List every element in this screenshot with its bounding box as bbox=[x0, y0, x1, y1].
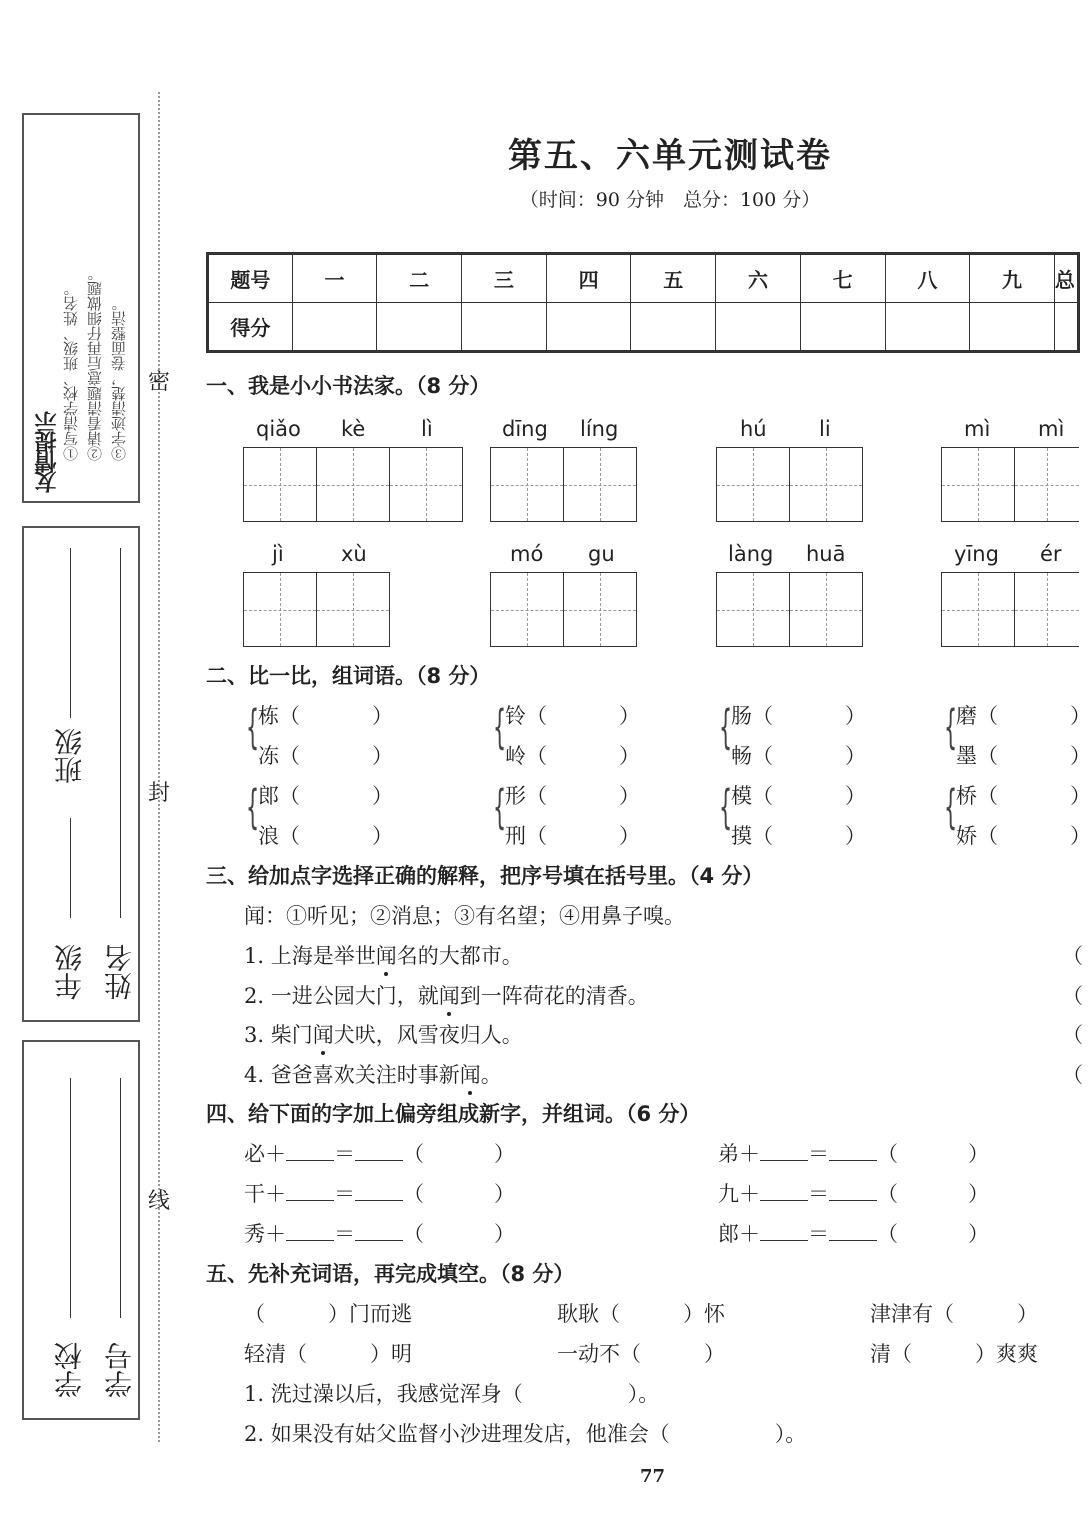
word-close: ） bbox=[619, 824, 640, 848]
answer-paren[interactable]: （ bbox=[1062, 944, 1083, 968]
answer-paren[interactable]: （ bbox=[1062, 1023, 1083, 1047]
score-cell[interactable] bbox=[292, 303, 377, 352]
class-label: 班级 bbox=[53, 728, 86, 784]
score-cell[interactable] bbox=[377, 303, 462, 352]
word-item: 畅（ bbox=[731, 744, 773, 768]
idiom-item[interactable]: （ ）门而逃 bbox=[244, 1302, 412, 1326]
word-close: ） bbox=[372, 704, 393, 728]
word-item: 娇（ bbox=[956, 824, 998, 848]
pinyin: kè bbox=[341, 417, 366, 441]
radical-row[interactable]: 干＋ ＝ （ ） bbox=[244, 1182, 515, 1206]
score-header-3: 三 bbox=[462, 254, 547, 303]
section-2-heading: 二、比一比，组词语。（8 分） bbox=[206, 664, 491, 688]
name-line[interactable] bbox=[120, 548, 121, 918]
name-label: 姓名 bbox=[103, 944, 136, 1000]
score-cell[interactable] bbox=[885, 303, 970, 352]
writing-grid[interactable] bbox=[941, 572, 1079, 647]
word-item: 岭（ bbox=[505, 744, 547, 768]
section-1-heading: 一、我是小小书法家。（8 分） bbox=[206, 374, 491, 398]
word-item: 磨（ bbox=[956, 704, 998, 728]
word-close: ） bbox=[1070, 744, 1091, 768]
tips-title: 友情提示 bbox=[35, 413, 60, 493]
score-row-label: 得分 bbox=[208, 303, 293, 352]
idiom-item[interactable]: 津津有（ ） bbox=[870, 1302, 1038, 1326]
brace-icon: { bbox=[493, 780, 507, 834]
word-item: 形（ bbox=[505, 784, 547, 808]
page-number: 77 bbox=[640, 1466, 666, 1487]
word-close: ） bbox=[845, 744, 866, 768]
school-line[interactable] bbox=[70, 1078, 71, 1318]
answer-paren[interactable]: （ bbox=[1062, 1063, 1083, 1087]
pinyin: yīng bbox=[954, 542, 999, 566]
score-header-label: 题号 bbox=[208, 254, 293, 303]
word-item: 墨（ bbox=[956, 744, 998, 768]
brace-icon: { bbox=[719, 780, 733, 834]
dotted-char: 闻 bbox=[375, 944, 397, 968]
page-subtitle: （时间：90 分钟 总分：100 分） bbox=[519, 189, 821, 211]
radical-row[interactable]: 郎＋ ＝ （ ） bbox=[718, 1222, 989, 1246]
brace-icon: { bbox=[246, 780, 260, 834]
word-item: 摸（ bbox=[731, 824, 773, 848]
word-close: ） bbox=[372, 784, 393, 808]
writing-grid[interactable] bbox=[941, 447, 1079, 522]
question-3-1: 1. 上海是举世闻名的大都市。 bbox=[244, 944, 523, 968]
fill-question-1[interactable]: 1. 洗过澡以后，我感觉浑身（ ）。 bbox=[244, 1382, 660, 1406]
dotted-char: 闻 bbox=[312, 1023, 334, 1047]
pinyin: lì bbox=[421, 417, 433, 441]
idiom-item[interactable]: 轻清（ ）明 bbox=[244, 1342, 412, 1366]
word-item: 铃（ bbox=[505, 704, 547, 728]
section-3-heading: 三、给加点字选择正确的解释，把序号填在括号里。（4 分） bbox=[206, 864, 764, 888]
pinyin: huā bbox=[806, 542, 846, 566]
seal-char-feng: 封 bbox=[148, 781, 171, 806]
dotted-char: 闻 bbox=[438, 984, 460, 1008]
word-close: ） bbox=[1070, 784, 1091, 808]
score-header-1: 一 bbox=[292, 254, 377, 303]
score-cell[interactable] bbox=[462, 303, 547, 352]
grade-class-box bbox=[22, 526, 140, 1022]
word-close: ） bbox=[1070, 824, 1091, 848]
score-header-2: 二 bbox=[377, 254, 462, 303]
word-close: ） bbox=[845, 784, 866, 808]
writing-grid[interactable] bbox=[490, 572, 637, 647]
idiom-item[interactable]: 一动不（ ） bbox=[557, 1342, 725, 1366]
grade-line[interactable] bbox=[70, 818, 71, 918]
pinyin: qiǎo bbox=[256, 417, 301, 441]
idiom-item[interactable]: 清（ ）爽爽 bbox=[870, 1342, 1038, 1366]
score-header-8: 八 bbox=[885, 254, 970, 303]
seal-char-xian: 线 bbox=[148, 1189, 171, 1214]
word-close: ） bbox=[619, 784, 640, 808]
question-3-2: 2. 一进公园大门，就闻到一阵荷花的清香。 bbox=[244, 984, 649, 1008]
score-cell[interactable] bbox=[546, 303, 631, 352]
pinyin: gu bbox=[588, 542, 615, 566]
grade-label: 年级 bbox=[53, 944, 86, 1000]
pinyin: líng bbox=[580, 417, 619, 441]
score-cell[interactable] bbox=[970, 303, 1055, 352]
score-header-total: 总 bbox=[1054, 254, 1078, 303]
word-item: 冻（ bbox=[258, 744, 300, 768]
section-5-heading: 五、先补充词语，再完成填空。（8 分） bbox=[206, 1262, 575, 1286]
brace-icon: { bbox=[719, 700, 733, 754]
radical-row[interactable]: 秀＋ ＝ （ ） bbox=[244, 1222, 515, 1246]
writing-grid[interactable] bbox=[716, 572, 863, 647]
word-item: 栋（ bbox=[258, 704, 300, 728]
seal-line bbox=[158, 92, 160, 1442]
writing-grid[interactable] bbox=[243, 572, 390, 647]
question-3-3: 3. 柴门闻犬吠，风雪夜归人。 bbox=[244, 1023, 523, 1047]
word-item: 桥（ bbox=[956, 784, 998, 808]
writing-grid[interactable] bbox=[243, 447, 463, 522]
pinyin: làng bbox=[728, 542, 774, 566]
pinyin: xù bbox=[341, 542, 367, 566]
pinyin: jì bbox=[272, 542, 284, 566]
word-item: 郎（ bbox=[258, 784, 300, 808]
word-item: 模（ bbox=[731, 784, 773, 808]
radical-row[interactable]: 九＋ ＝ （ ） bbox=[718, 1182, 989, 1206]
pinyin: li bbox=[819, 417, 831, 441]
score-cell[interactable] bbox=[1054, 303, 1078, 352]
word-close: ） bbox=[1070, 704, 1091, 728]
dotted-char: 闻 bbox=[459, 1063, 481, 1087]
school-box bbox=[22, 1040, 140, 1420]
word-close: ） bbox=[845, 704, 866, 728]
pinyin: mì bbox=[964, 417, 991, 441]
score-cell[interactable] bbox=[631, 303, 716, 352]
score-cell[interactable] bbox=[716, 303, 801, 352]
pinyin: ér bbox=[1040, 542, 1062, 566]
word-close: ） bbox=[372, 744, 393, 768]
tip-line-1: ①写清学校、班级、姓名。 bbox=[62, 281, 80, 461]
definition-line: 闻：①听见；②消息；③有名望；④用鼻子嗅。 bbox=[244, 904, 685, 928]
pinyin: hú bbox=[740, 417, 767, 441]
score-header-9: 九 bbox=[970, 254, 1055, 303]
score-header-4: 四 bbox=[546, 254, 631, 303]
seal-char-mi: 密 bbox=[148, 370, 171, 395]
student-no-label: 学号 bbox=[103, 1342, 136, 1398]
tips-box bbox=[22, 113, 140, 503]
student-no-line[interactable] bbox=[120, 1078, 121, 1318]
answer-paren[interactable]: （ bbox=[1062, 984, 1083, 1008]
pinyin: mì bbox=[1038, 417, 1065, 441]
score-header-7: 七 bbox=[800, 254, 885, 303]
brace-icon: { bbox=[944, 780, 958, 834]
class-line[interactable] bbox=[70, 548, 71, 718]
radical-row[interactable]: 弟＋ ＝ （ ） bbox=[718, 1142, 989, 1166]
score-header-5: 五 bbox=[631, 254, 716, 303]
radical-row[interactable]: 必＋ ＝ （ ） bbox=[244, 1142, 515, 1166]
word-close: ） bbox=[619, 704, 640, 728]
word-close: ） bbox=[845, 824, 866, 848]
word-item: 肠（ bbox=[731, 704, 773, 728]
tip-line-2: ②请看清题意后再仔细做题。 bbox=[86, 266, 104, 461]
score-header-6: 六 bbox=[716, 254, 801, 303]
question-3-4: 4. 爸爸喜欢关注时事新闻。 bbox=[244, 1063, 502, 1087]
brace-icon: { bbox=[944, 700, 958, 754]
score-table bbox=[206, 252, 1080, 353]
tip-line-3: ③字迹清楚，卷面整洁。 bbox=[110, 296, 128, 461]
score-cell[interactable] bbox=[800, 303, 885, 352]
school-label: 学校 bbox=[53, 1342, 86, 1398]
word-close: ） bbox=[619, 744, 640, 768]
idiom-item[interactable]: 耿耿（ ）怀 bbox=[557, 1302, 725, 1326]
pinyin: mó bbox=[510, 542, 544, 566]
word-close: ） bbox=[372, 824, 393, 848]
word-item: 刑（ bbox=[505, 824, 547, 848]
pinyin: dīng bbox=[502, 417, 548, 441]
section-4-heading: 四、给下面的字加上偏旁组成新字，并组词。（6 分） bbox=[206, 1102, 701, 1126]
writing-grid[interactable] bbox=[716, 447, 863, 522]
brace-icon: { bbox=[493, 700, 507, 754]
writing-grid[interactable] bbox=[490, 447, 637, 522]
brace-icon: { bbox=[246, 700, 260, 754]
page-title: 第五、六单元测试卷 bbox=[508, 136, 832, 176]
word-item: 浪（ bbox=[258, 824, 300, 848]
fill-question-2[interactable]: 2. 如果没有姑父监督小沙进理发店，他准会（ ）。 bbox=[244, 1422, 807, 1446]
